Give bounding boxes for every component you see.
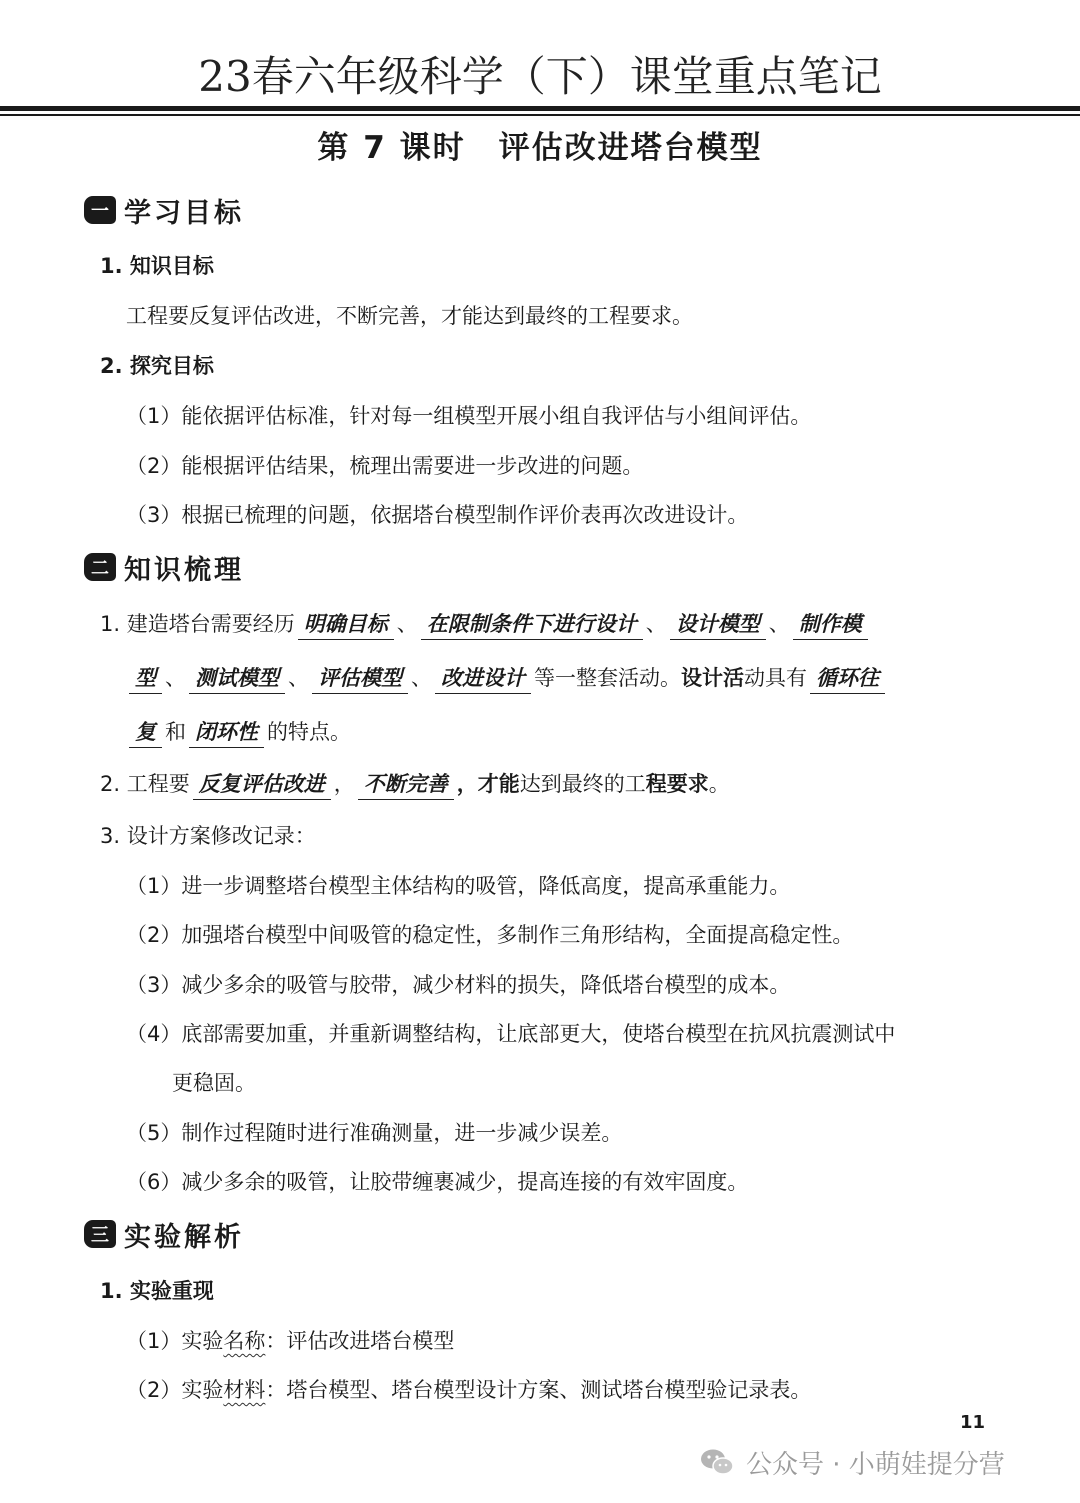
answer-blank: 不断完善: [358, 769, 454, 800]
review-item-1-line-3: [126, 717, 351, 748]
design-record-item: （6）减少多余的吸管，让胶带缠裹减少，提高连接的有效牢固度。: [126, 1170, 749, 1194]
answer-blank: 制作模: [793, 609, 868, 640]
section-number-badge: 三: [84, 1220, 116, 1248]
separator: 、: [768, 612, 790, 636]
answer-blank: 评估模型: [312, 663, 408, 694]
review-text: 达到最终的工: [519, 772, 646, 796]
section-heading-knowledge-review: [84, 547, 244, 587]
section-title: 知识梳理: [124, 554, 244, 586]
review-text: 等一整套活动。: [534, 666, 681, 690]
review-item-1-line-1: [100, 609, 871, 640]
experiment-value: ：评估改进塔台模型: [265, 1329, 455, 1353]
review-text: 的特点。: [267, 720, 351, 744]
answer-blank: 设计模型: [670, 609, 766, 640]
section-number-badge: 一: [84, 196, 116, 224]
review-text: 。: [708, 772, 730, 796]
page-number: 11: [960, 1412, 986, 1433]
experiment-materials: [126, 1375, 811, 1405]
design-record-item-continued: 更稳固。: [172, 1071, 256, 1095]
design-record-item: （2）加强塔台模型中间吸管的稳定性，多制作三角形结构，全面提高稳定性。: [126, 923, 854, 947]
separator: 、: [645, 612, 667, 636]
design-record-item: （1）进一步调整塔台模型主体结构的吸管，降低高度，提高承重能力。: [126, 874, 791, 898]
knowledge-objective-text: 工程要反复评估改进，不断完善，才能达到最终的工程要求。: [126, 304, 693, 328]
page-header-title: 23春六年级科学（下）课堂重点笔记: [198, 52, 882, 101]
review-item-1-line-2: [126, 663, 888, 694]
review-text: 动具有: [744, 666, 807, 690]
separator: 、: [396, 612, 418, 636]
review-item-2: [100, 769, 730, 800]
design-record-item: （3）减少多余的吸管与胶带，减少材料的损失，降低塔台模型的成本。: [126, 973, 791, 997]
section-heading-objectives: [84, 190, 244, 230]
answer-blank: 型: [129, 663, 162, 694]
watermark-text: 公众号 · 小萌娃提分营: [746, 1449, 1005, 1480]
answer-blank: 在限制条件下进行设计: [421, 609, 643, 640]
inquiry-objective-heading: 2. 探究目标: [100, 354, 214, 378]
header-rule-thick: [0, 106, 1080, 111]
experiment-reproduction-heading: 1. 实验重现: [100, 1279, 214, 1303]
answer-blank: 复: [129, 717, 162, 748]
experiment-value: ：塔台模型、塔台模型设计方案、测试塔台模型验记录表。: [265, 1378, 812, 1402]
separator: ，: [333, 772, 355, 796]
review-text-bold: 设计活: [681, 666, 744, 690]
answer-blank: 反复评估改进: [193, 769, 331, 800]
header-rule-thin: [0, 114, 1080, 116]
experiment-name: [126, 1326, 454, 1356]
watermark: [700, 1444, 1005, 1480]
review-text-bold: ，才能: [456, 772, 520, 796]
inquiry-objective-item: （1）能依据评估标准，针对每一组模型开展小组自我评估与小组间评估。: [126, 404, 812, 428]
answer-blank: 改进设计: [435, 663, 531, 694]
experiment-term: 材料: [223, 1378, 266, 1402]
answer-blank: 测试模型: [189, 663, 285, 694]
separator: 、: [288, 666, 309, 690]
design-record-item: （5）制作过程随时进行准确测量，进一步减少误差。: [126, 1121, 623, 1145]
review-text: 2. 工程要: [100, 772, 190, 796]
answer-blank: 循环往: [810, 663, 885, 694]
separator: 、: [411, 666, 432, 690]
inquiry-objective-item: （3）根据已梳理的问题，依据塔台模型制作评价表再次改进设计。: [126, 503, 749, 527]
section-heading-experiment: [84, 1214, 244, 1254]
knowledge-objective-heading: 1. 知识目标: [100, 254, 214, 278]
experiment-label: （1）实验: [126, 1329, 224, 1353]
experiment-label: （2）实验: [126, 1378, 224, 1402]
answer-blank: 闭环性: [189, 717, 264, 748]
experiment-term: 名称: [223, 1329, 266, 1353]
review-text-bold: 程要求: [645, 772, 709, 796]
design-record-item: （4）底部需要加重，并重新调整结构，让底部更大，使塔台模型在抗风抗震测试中: [126, 1022, 896, 1046]
answer-blank: 明确目标: [298, 609, 394, 640]
review-text: 和: [165, 720, 186, 744]
wechat-icon: [700, 1448, 734, 1476]
section-title: 实验解析: [124, 1221, 244, 1253]
design-record-heading: 3. 设计方案修改记录：: [100, 824, 316, 848]
section-title: 学习目标: [124, 197, 244, 229]
review-text: 1. 建造塔台需要经历: [100, 612, 295, 636]
lesson-title: 第 7 课时 评估改进塔台模型: [317, 130, 763, 166]
separator: 、: [165, 666, 186, 690]
inquiry-objective-item: （2）能根据评估结果，梳理出需要进一步改进的问题。: [126, 454, 644, 478]
section-number-badge: 二: [84, 553, 116, 581]
